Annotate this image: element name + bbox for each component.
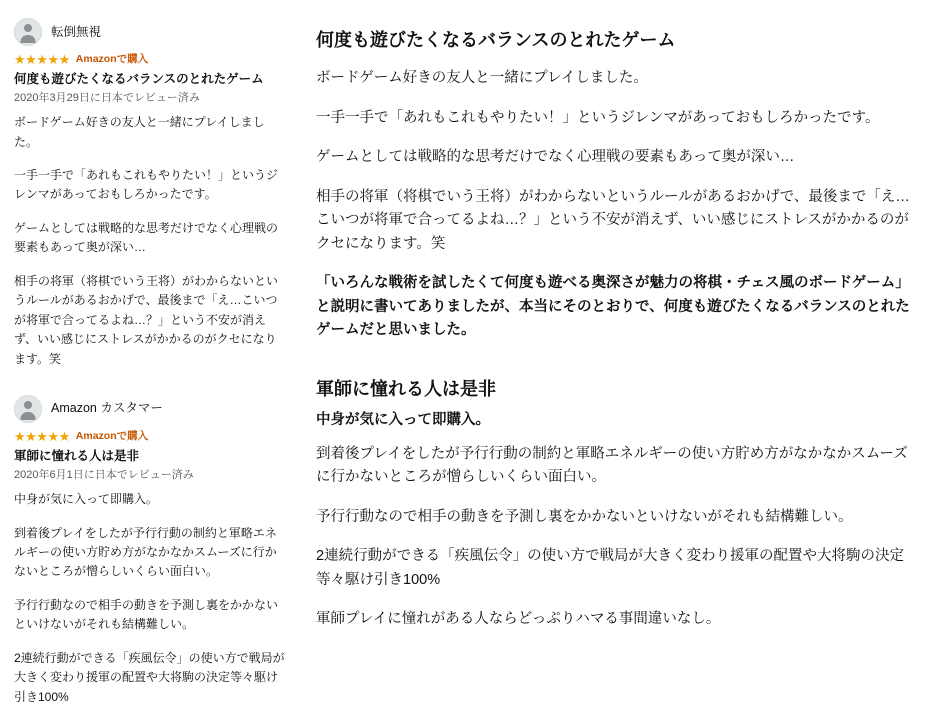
detail-title: 軍師に憧れる人は是非	[316, 378, 496, 399]
review-paragraph: ゲームとしては戦略的な思考だけでなく心理戦の要素もあって奥が深い…	[14, 220, 279, 255]
review-list-column	[0, 0, 300, 704]
user-avatar-icon	[14, 395, 42, 423]
user-avatar-icon	[14, 18, 42, 46]
detail-paragraph: 到着後プレイをしたが予行行動の制約と軍略エネルギーの使い方貯め方がなかなかスムーズに行かないところが憎らしいくらい面白い。	[316, 445, 908, 486]
review-body	[14, 490, 286, 707]
review-paragraph: 到着後プレイをしたが予行行動の制約と軍略エネルギーの使い方貯め方がなかなかスムーズに行かないところが憎らしいくらい面白い。	[14, 525, 277, 579]
review-date: 2020年3月29日に日本でレビュー済み	[14, 91, 200, 104]
review-card	[14, 395, 286, 707]
review-body	[14, 113, 286, 369]
detail-paragraph: 2連続行動ができる「疾風伝令」の使い方で戦局が大きく変わり援軍の配置や大将駒の決定等々駆け引き100%	[316, 548, 905, 588]
verified-purchase-badge: Amazonで購入	[75, 430, 149, 443]
rating-row	[14, 430, 286, 443]
reviewer-name: Amazon カスタマー	[51, 401, 163, 416]
detail-paragraph: 相手の将軍（将棋でいう王将）がわからないというルールがあるおかげで、最後まで「え…こいつが将軍で合ってるよね…？」という不安が消えず、いい感じにストレスがかかるのがクセになります。笑	[316, 188, 910, 252]
star-rating-icon[interactable]: ★★★★★	[14, 428, 70, 444]
detail-paragraph: ボードゲーム好きの友人と一緒にプレイしました。	[316, 70, 648, 87]
review-date: 2020年6月1日に日本でレビュー済み	[14, 468, 194, 481]
review-paragraph: 相手の将軍（将棋でいう王将）がわからないというルールがあるおかげで、最後まで「え…こいつが将軍で合ってるよね…？」という不安が消えず、いい感じにストレスがかかるのがクセになります。笑	[14, 273, 279, 366]
rating-row	[14, 53, 286, 66]
review-paragraph: ボードゲーム好きの友人と一緒にプレイしました。	[14, 115, 265, 149]
verified-purchase-badge: Amazonで購入	[75, 53, 149, 66]
detail-paragraph: ゲームとしては戦略的な思考だけでなく心理戦の要素もあって奥が深い…	[316, 149, 795, 166]
review-detail-block	[316, 377, 910, 632]
review-title[interactable]: 何度も遊びたくなるバランスのとれたゲーム	[14, 72, 264, 86]
review-detail-column	[300, 0, 940, 628]
detail-subtitle: 中身が気に入って即購入。	[316, 411, 490, 428]
reviewer-row	[14, 18, 286, 46]
review-paragraph: 中身が気に入って即購入。	[14, 492, 159, 507]
review-title[interactable]: 軍師に憧れる人は是非	[14, 448, 140, 463]
review-card	[14, 18, 286, 369]
detail-paragraph-highlight: 「いろんな戦術を試したくて何度も遊べる奥深さが魅力の将棋・チェス風のボードゲーム」と説明に書いてありましたが、本当にそのとおりで、何度も遊びたくなるバランスのとれたゲームだと思いました。	[316, 275, 910, 339]
review-detail-block	[316, 28, 910, 343]
reviewer-row	[14, 395, 286, 423]
review-paragraph: 予行行動なので相手の動きを予測し裏をかかないといけないがそれも結構難しい。	[14, 597, 279, 632]
star-rating-icon[interactable]: ★★★★★	[14, 52, 70, 67]
review-paragraph: 2連続行動ができる「疾風伝令」の使い方で戦局が大きく変わり援軍の配置や大将駒の決定等々駆け引き100%	[14, 650, 285, 704]
detail-title: 何度も遊びたくなるバランスのとれたゲーム	[316, 30, 676, 50]
detail-paragraph: 軍師プレイに憧れがある人ならどっぷりハマる事間違いなし。	[316, 611, 721, 628]
detail-paragraph: 一手一手で「あれもこれもやりたい！」というジレンマがあっておもしろかったです。	[316, 109, 880, 126]
review-paragraph: 一手一手で「あれもこれもやりたい！」というジレンマがあっておもしろかったです。	[14, 168, 279, 202]
reviewer-name: 転倒無視	[51, 24, 102, 39]
detail-paragraph: 予行行動なので相手の動きを予測し裏をかかないといけないがそれも結構難しい。	[316, 508, 853, 525]
